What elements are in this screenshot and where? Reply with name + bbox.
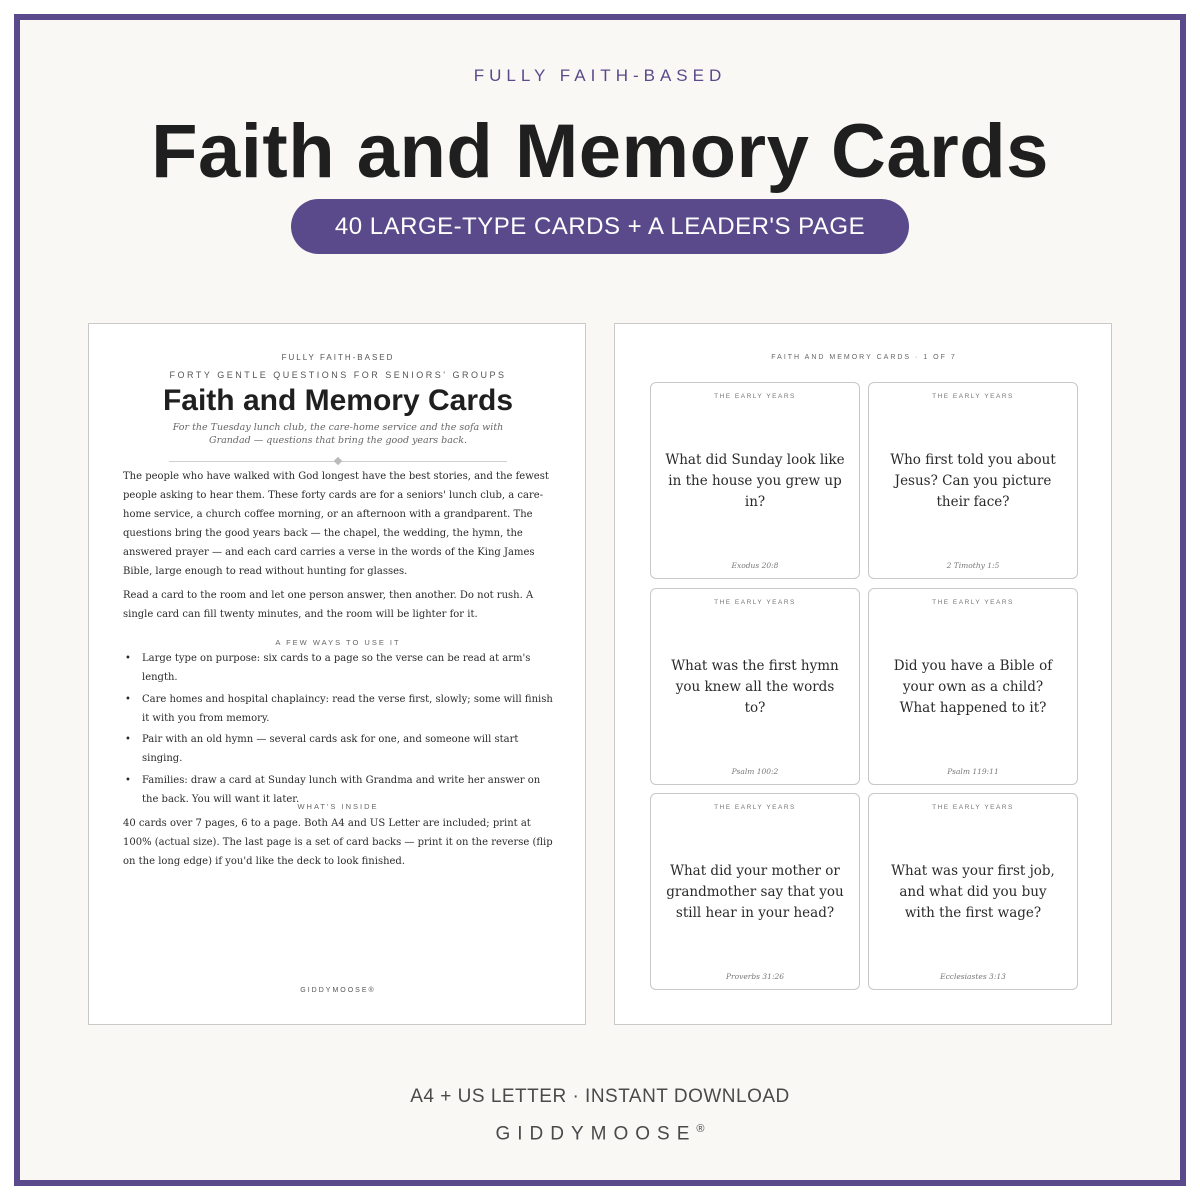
card-category: THE EARLY YEARS [714, 599, 796, 606]
card-question: Did you have a Bible of your own as a child? What happened to it? [893, 658, 1053, 716]
list-item-text: Pair with an old hymn — several cards ask for one, and someone will start singing. [142, 734, 519, 764]
card-verse-reference: Ecclesiastes 3:13 [940, 972, 1006, 981]
leader-page-subtitle: For the Tuesday lunch club, the care-home service and the sofa with Grandad — questions that bring the good years back. [172, 422, 504, 446]
leader-page-kicker: FULLY FAITH-BASED [281, 353, 395, 362]
card-verse-reference: Psalm 119:11 [947, 767, 999, 776]
leader-page-subkicker: FORTY GENTLE QUESTIONS FOR SENIORS' GROUPS [169, 370, 507, 380]
bullet-icon: • [125, 734, 131, 745]
bullet-icon: • [125, 774, 131, 786]
instructions-paragraph: Read a card to the room and let one person answer, then another. Do not rush. A single card can fill twenty minutes, and the room will be lighter for it. [123, 590, 534, 620]
card-category: THE EARLY YEARS [932, 804, 1014, 811]
brand-wordmark [0, 1123, 1200, 1145]
divider-ornament [334, 457, 342, 465]
ways-heading: A FEW WAYS TO USE IT [275, 638, 401, 647]
card [868, 588, 1078, 785]
bullet-icon: • [125, 693, 131, 705]
inside-paragraph: 40 cards over 7 pages, 6 to a page. Both A4 and US Letter are included; print at 100% (actual size). The last page is a set of card backs — print it on the reverse (flip on the long edge) if you'd like the deck to look finished. [123, 818, 553, 867]
card-question: What was your first job, and what did you buy with the first wage? [891, 863, 1055, 921]
inside-heading: WHAT'S INSIDE [297, 802, 379, 811]
card-category: THE EARLY YEARS [932, 393, 1014, 400]
card [650, 793, 860, 990]
list-item-text: Care homes and hospital chaplaincy: read the verse first, slowly; some will finish it with you from memory. [142, 693, 553, 724]
leader-page-footer: GIDDYMOOSE® [300, 987, 376, 994]
card [650, 588, 860, 785]
card-verse-reference: 2 Timothy 1:5 [946, 561, 1000, 570]
cards-page-header: FAITH AND MEMORY CARDS · 1 OF 7 [771, 354, 957, 361]
card-question: Who first told you about Jesus? Can you picture their face? [890, 452, 1056, 510]
card-category: THE EARLY YEARS [714, 393, 796, 400]
list-item-text: Large type on purpose: six cards to a page so the verse can be read at arm's length. [142, 653, 531, 683]
card-verse-reference: Psalm 100:2 [731, 767, 779, 776]
list-item [123, 730, 555, 768]
card [868, 793, 1078, 990]
bullet-icon: • [125, 653, 131, 664]
leader-page-preview [88, 323, 586, 1025]
header-kicker: FULLY FAITH-BASED [473, 66, 727, 85]
card-question: What was the first hymn you knew all the words to? [671, 658, 839, 716]
feature-pill: 40 LARGE-TYPE CARDS + A LEADER'S PAGE [291, 199, 909, 254]
list-item [123, 649, 555, 687]
brand-name: GIDDYMOOSE [495, 1123, 697, 1145]
ways-list [123, 649, 555, 811]
card-question: What did Sunday look like in the house you grew up in? [665, 452, 845, 510]
card [650, 382, 860, 579]
registered-mark: ® [696, 1123, 705, 1135]
list-item-text: Families: draw a card at Sunday lunch with Grandma and write her answer on the back. You will want it later. [142, 774, 541, 805]
card-category: THE EARLY YEARS [932, 599, 1014, 606]
cards-page-preview [614, 323, 1112, 1025]
intro-paragraph: The people who have walked with God longest have the best stories, and the fewest people asking to hear them. These forty cards are for a seniors' lunch club, a care-home service, a church coffee morning, or an afternoon with a grandparent. The questions bring the good years back — the chapel, the wedding, the hymn, the answered prayer — and each card carries a verse in the words of the King James Bible, large enough to read without hunting for glasses. [123, 471, 549, 577]
formats-line: A4 + US LETTER · INSTANT DOWNLOAD [410, 1086, 790, 1107]
card-verse-reference: Proverbs 31:26 [725, 972, 785, 981]
card-verse-reference: Exodus 20:8 [731, 561, 779, 570]
card-question: What did your mother or grandmother say that you still hear in your head? [666, 863, 844, 921]
list-item [123, 690, 555, 728]
leader-page-title: Faith and Memory Cards [162, 384, 514, 417]
card [868, 382, 1078, 579]
page-title: Faith and Memory Cards [151, 109, 1049, 194]
card-category: THE EARLY YEARS [714, 804, 796, 811]
